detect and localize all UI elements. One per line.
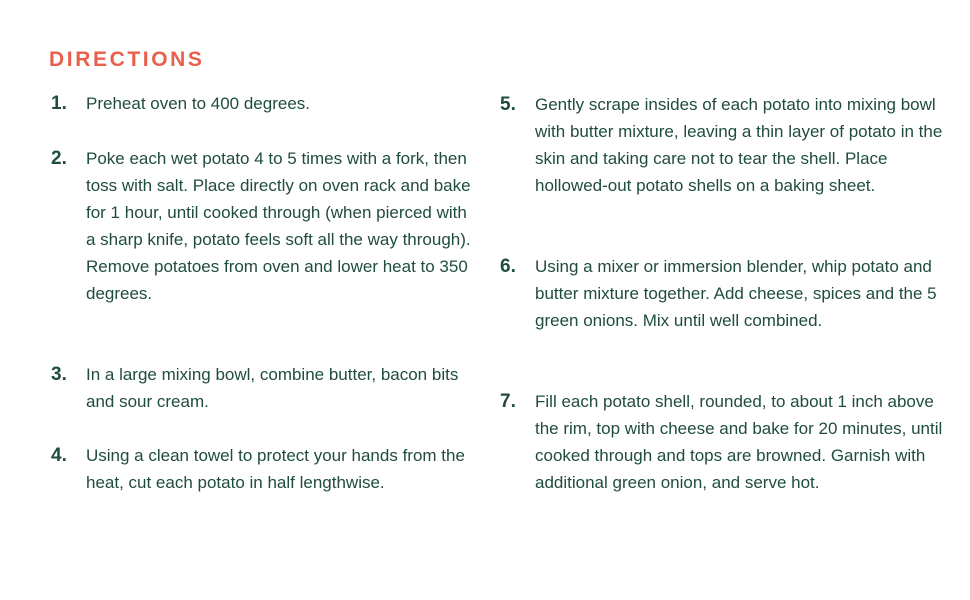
step-text: Poke each wet potato 4 to 5 times with a fork, then toss with salt. Place directly on oven rack and bake for 1 hour, until cooked through (when pierced with a sharp knife, potato feels soft all the way through). Remove potatoes from oven and lower heat to 350 degrees. <box>86 149 471 303</box>
step-number: 7. <box>500 391 516 412</box>
directions-heading: DIRECTIONS <box>49 48 205 71</box>
step-number: 1. <box>51 93 67 114</box>
step-text: Using a clean towel to protect your hands from the heat, cut each potato in half lengthwise. <box>86 446 465 492</box>
step-number: 5. <box>500 94 516 115</box>
step-text: In a large mixing bowl, combine butter, bacon bits and sour cream. <box>86 365 459 411</box>
step-text: Fill each potato shell, rounded, to about 1 inch above the rim, top with cheese and bake for 20 minutes, until cooked through and tops are browned. Garnish with additional green onion, and serve hot. <box>535 392 943 492</box>
step-number: 2. <box>51 148 67 169</box>
step-number: 4. <box>51 445 67 466</box>
step-text: Preheat oven to 400 degrees. <box>86 94 310 113</box>
step-text: Gently scrape insides of each potato into mixing bowl with butter mixture, leaving a thin layer of potato in the skin and taking care not to tear the shell. Place hollowed-out potato shells on a baking sheet. <box>535 95 943 195</box>
step-text: Using a mixer or immersion blender, whip potato and butter mixture together. Add cheese, spices and the 5 green onions. Mix until well combined. <box>535 257 937 330</box>
step-number: 6. <box>500 256 516 277</box>
step-number: 3. <box>51 364 67 385</box>
